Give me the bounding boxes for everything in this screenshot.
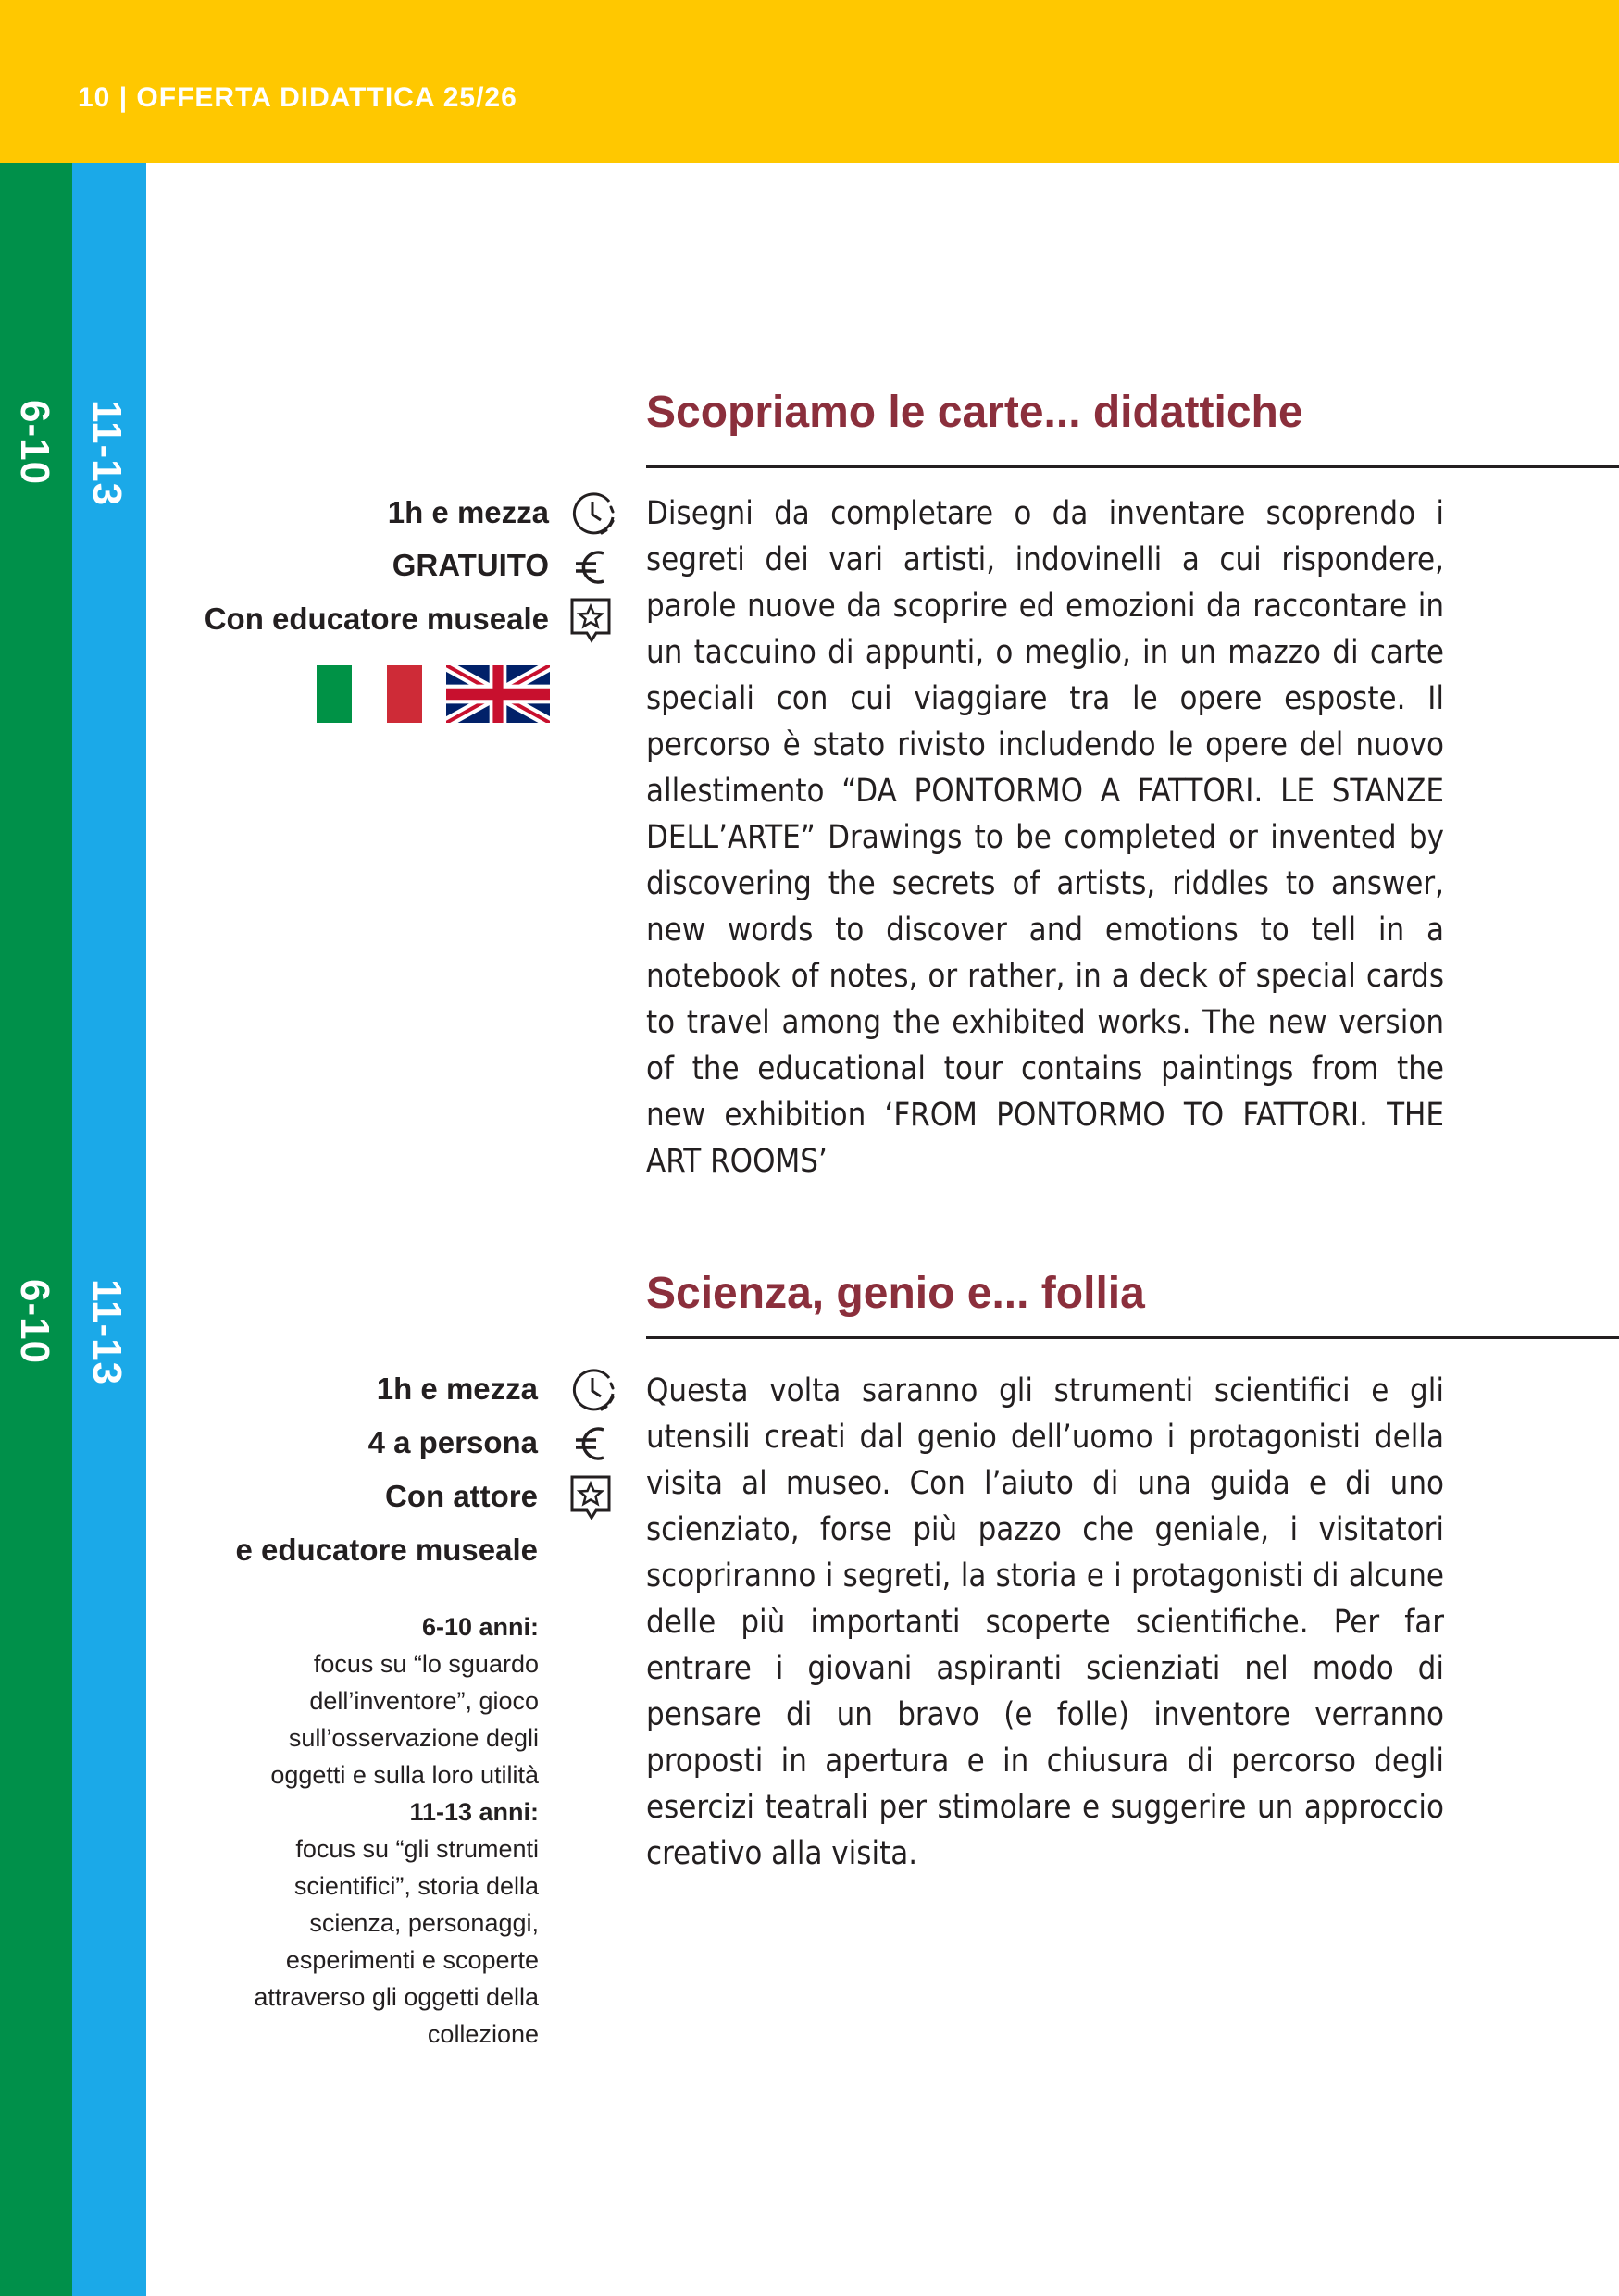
euro-icon <box>568 1421 615 1467</box>
note-heading: 6-10 anni: <box>421 1613 539 1641</box>
activity-description: Questa volta saranno gli strumenti scientifici e gli utensili creati dal genio dell’uomo i protagonisti della visita al museo. Con l’aiuto di una guida e di uno scienziato, forse più pazzo che geniale, i visitatori scopriranno i segreti, la storia e i protagonisti di alcune delle più importanti scoperte scientifiche. Per far entrare i giovani aspiranti scienziati nel modo di pensare di un bravo (e folle) inventore verranno proposti in apertura e in chiusura di percorso degli esercizi teatrali per stimolare e suggerire un approccio creativo alla visita. <box>646 1372 1444 1872</box>
title-divider <box>646 465 1619 468</box>
italian-flag-icon <box>317 665 422 723</box>
guide-star-icon <box>568 596 615 648</box>
clock-icon <box>568 1365 618 1415</box>
age-label-11-13: 11-13 <box>84 400 130 507</box>
price-label: GRATUITO <box>392 548 549 582</box>
guide-label: Con attore <box>385 1479 538 1513</box>
guide-label: Con educatore museale <box>204 602 549 636</box>
activity-title: Scopriamo le carte... didattiche <box>646 388 1303 437</box>
page-header <box>0 0 1619 163</box>
note-text: focus su “gli strumenti scientifici”, storia della scienza, personaggi, esperimenti e scoperte attraverso gli oggetti della collezione <box>254 1835 539 2048</box>
note-heading: 11-13 anni: <box>409 1798 539 1826</box>
guide-label-2: e educatore museale <box>235 1533 538 1567</box>
duration-label: 1h e mezza <box>387 495 549 529</box>
clock-icon <box>568 489 618 539</box>
duration-label: 1h e mezza <box>376 1371 538 1406</box>
euro-icon <box>568 544 615 590</box>
age-notes <box>213 1608 539 2053</box>
activity-description: Disegni da completare o da inventare scoprendo i segreti dei vari artisti, indovinelli a cui rispondere, parole nuove da scoprire ed emozioni da raccontare in un taccuino di appunti, o meglio, in un mazzo di carte speciali con cui viaggiare tra le opere esposte. Il percorso è stato rivisto includendo le opere del nuovo allestimento “DA PONTORMO A FATTORI. LE STANZE DELL’ARTE” Drawings to be completed or invented by discovering the secrets of artists, riddles to answer, new words to discover and emotions to tell in a notebook of notes, or rather, in a deck of special cards to travel among the exhibited works. The new version of the educational tour contains paintings from the new exhibition ‘FROM PONTORMO TO FATTORI. THE ART ROOMS’ <box>646 495 1444 1180</box>
activity-title: Scienza, genio e... follia <box>646 1269 1145 1318</box>
guide-star-icon <box>568 1473 615 1525</box>
title-divider <box>646 1336 1619 1339</box>
age-label-6-10: 6-10 <box>12 400 57 486</box>
price-label: 4 a persona <box>367 1425 538 1459</box>
page-label: 10 | OFFERTA DIDATTICA 25/26 <box>78 82 517 113</box>
age-label-11-13: 11-13 <box>84 1279 130 1386</box>
note-text: focus su “lo sguardo dell’inventore”, gioco sull’osservazione degli oggetti e sulla loro utilità <box>270 1650 539 1789</box>
age-label-6-10: 6-10 <box>12 1279 57 1365</box>
uk-flag-icon <box>446 665 550 723</box>
